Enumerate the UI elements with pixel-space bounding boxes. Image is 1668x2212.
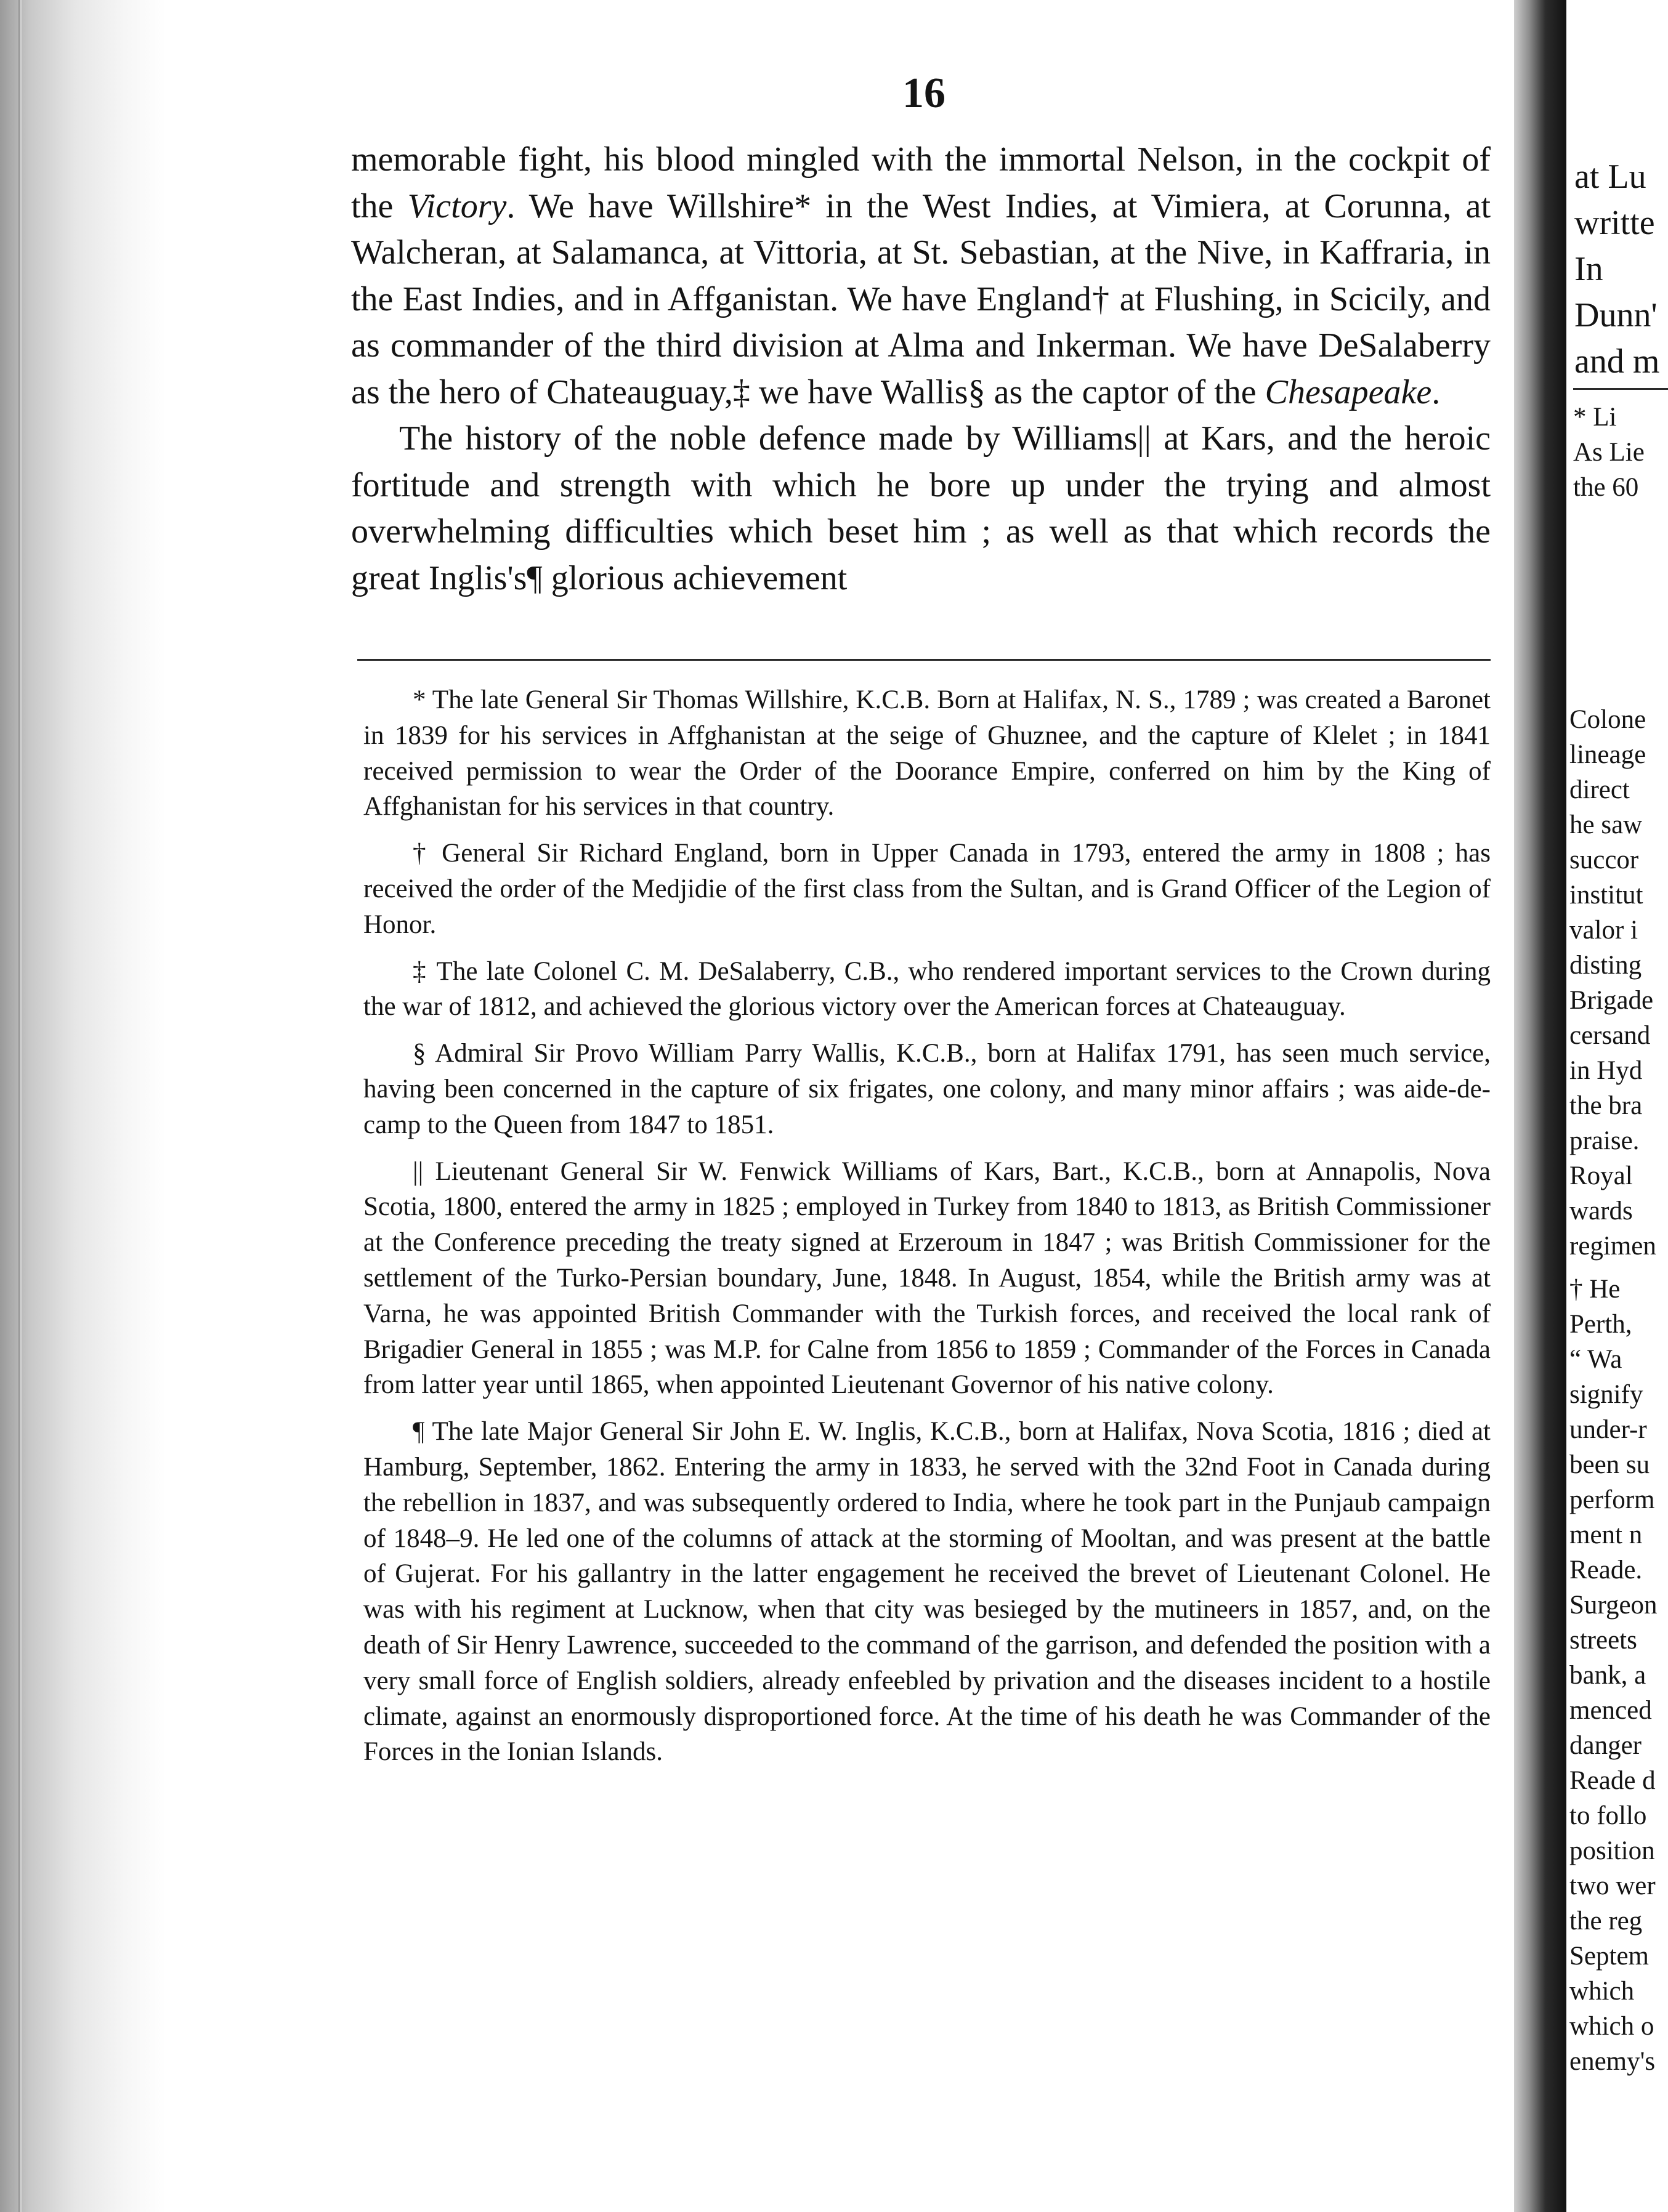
next-page-footnote-line: Septem — [1569, 1942, 1649, 1971]
page-gutter — [1514, 0, 1566, 2212]
next-page-footnote-line: danger — [1569, 1731, 1642, 1760]
ship-name-victory: Victory — [407, 187, 507, 225]
next-page-footnote-line: two wer — [1569, 1871, 1656, 1900]
footnote-wallis: § Admiral Sir Provo William Parry Wallis, K.C.B., born at Halifax 1791, has seen much service, having been concerned in the capture of six frigates, one colony, and many minor affairs ; was aide-de-camp to the Queen from 1847 to 1851. — [363, 1039, 1491, 1139]
next-page-footnote-line: praise. — [1569, 1126, 1640, 1155]
next-page-line: writte — [1574, 204, 1655, 242]
next-page-footnote-line: Perth, — [1569, 1310, 1632, 1339]
next-page-main-lines — [1574, 154, 1659, 385]
next-page-footnote-line: As Lie — [1573, 438, 1645, 467]
next-page-footnote-line: the bra — [1569, 1091, 1643, 1120]
next-page-footnote-line: position — [1569, 1836, 1655, 1865]
next-page-footnote-line: menced — [1569, 1696, 1652, 1725]
next-page-footnote-line: enemy's — [1569, 2047, 1656, 2076]
next-page-footnote-line: streets — [1569, 1626, 1637, 1655]
next-page-footnote-lines-2 — [1569, 702, 1656, 1264]
next-page-footnote-line: direct — [1569, 775, 1630, 804]
next-page-divider — [1573, 388, 1668, 390]
next-page-footnote-line: * Li — [1573, 403, 1617, 432]
next-page-footnote-line: “ Wa — [1569, 1345, 1622, 1374]
paragraph-2: The history of the noble defence made by Williams|| at Kars, and the heroic fortitude and strength with which he bore up under the trying and almost overwhelming difficulties which beset him ; as well as that which records the great Inglis's¶ glorious achievement — [351, 419, 1491, 597]
next-page-footnote-line: Reade. — [1569, 1556, 1643, 1584]
next-page-footnote-line: perform — [1569, 1485, 1655, 1514]
next-page-footnote-line: institut — [1569, 881, 1643, 910]
footnotes — [363, 682, 1491, 1781]
next-page-footnote-line: the reg — [1569, 1907, 1643, 1936]
next-page-footnote-line: in Hyd — [1569, 1056, 1643, 1085]
next-page-footnote-line: † He — [1569, 1275, 1621, 1304]
next-page-footnote-line: lineage — [1569, 740, 1646, 769]
next-page-line: In — [1574, 250, 1603, 288]
paragraph-1-text-b: . We have Willshire* in the West Indies, at Vimiera, at Corunna, at Walcheran, at Salamanca, at Vittoria, at St. Sebastian, at the Nive, in Kaffraria, in the East Indies, and in Affganistan. We have England† at Flushing, in Scicily, and as commander of the third division at Alma and Inkerman. We have DeSalaberry as the hero of Chateauguay,‡ we have Wallis§ as the captor of the — [351, 187, 1491, 411]
next-page-footnote-line: been su — [1569, 1450, 1650, 1479]
next-page-footnote-line: signify — [1569, 1380, 1643, 1409]
next-page-footnote-line: ment n — [1569, 1520, 1643, 1549]
next-page-footnote-line: Brigade — [1569, 986, 1654, 1015]
paragraph-1-text-c: . — [1431, 373, 1441, 411]
next-page-line: at Lu — [1574, 158, 1646, 196]
paragraph-1-text-a: memorable fight, his blood mingled with the immortal Nelson, in the cockpit of the — [351, 140, 1491, 225]
next-page-footnote-line: the 60 — [1573, 473, 1639, 502]
next-page-footnote-line: under-r — [1569, 1415, 1647, 1444]
paragraph-1 — [351, 137, 1491, 416]
footnote-inglis: ¶ The late Major General Sir John E. W. Inglis, K.C.B., born at Halifax, Nova Scotia, 1816 ; died at Hamburg, September, 1862. Entering the army in 1833, he served with the 32nd Foot in Canada during the rebellion in 1837, and was subsequently ordered to India, where he took part in the Punjaub campaign of 1848–9. He led one of the columns of attack at the storming of Mooltan, and was present at the battle of Gujerat. For his gallantry in the latter engagement he received the brevet of Lieutenant Colonel. He was with his regiment at Lucknow, when that city was besieged by the mutineers in 1857, and, on the death of Sir Henry Lawrence, succeeded to the command of the garrison, and defended the position with a very small force of English soldiers, already enfeebled by privation and the diseases incident to a hostile climate, against an enormously disproportioned force. At the time of his death he was Commander of the Forces in the Ionian Islands. — [363, 1417, 1491, 1767]
main-body-text — [351, 137, 1491, 602]
next-page-footnote-line: Royal — [1569, 1161, 1633, 1190]
next-page-line: Dunn' — [1574, 296, 1658, 334]
footnote-williams: || Lieutenant General Sir W. Fenwick Williams of Kars, Bart., K.C.B., born at Annapolis, Nova Scotia, 1800, entered the army in 1825 ; employed in Turkey from 1840 to 1813, as British Commissioner at the Conference preceding the treaty signed at Erzeroum in 1847 ; was British Commissioner for the settlement of the Turko-Persian boundary, June, 1848. In August, 1854, while the British army was at Varna, he was appointed British Commander with the Turkish forces, and received the local rank of Brigadier General in 1855 ; was M.P. for Calne from 1856 to 1859 ; Commander of the Forces in Canada from latter year until 1865, when appointed Lieutenant Governor of his native colony. — [363, 1156, 1491, 1400]
next-page-footnote-line: Reade d — [1569, 1766, 1656, 1795]
next-page-footnote-line: Colone — [1569, 705, 1646, 734]
next-page-footnote-line: valor i — [1569, 916, 1638, 945]
next-page-fragment — [1569, 0, 1668, 2212]
next-page-footnote-line: succor — [1569, 846, 1639, 874]
next-page-footnote-line: to follo — [1569, 1801, 1647, 1830]
next-page-footnote-line: Surgeon — [1569, 1591, 1658, 1620]
footnote-divider — [357, 659, 1491, 661]
next-page-footnote-line: he saw — [1569, 810, 1643, 839]
next-page-footnote-lines-3 — [1569, 1272, 1658, 2079]
next-page-footnote-line: cersand — [1569, 1021, 1651, 1050]
next-page-footnote-line: which o — [1569, 2012, 1654, 2041]
page-number: 16 — [902, 70, 945, 117]
footnote-desalaberry: ‡ The late Colonel C. M. DeSalaberry, C.B., who rendered important services to the Crown during the war of 1812, and achieved the glorious victory over the American forces at Chateauguay. — [363, 956, 1491, 1022]
left-page — [345, 0, 1503, 2212]
next-page-footnote-line: regimen — [1569, 1232, 1656, 1261]
next-page-line: and m — [1574, 342, 1660, 381]
book-binding-edge — [0, 0, 166, 2212]
next-page-footnote-line: which — [1569, 1977, 1635, 2006]
next-page-footnote-lines-1 — [1573, 400, 1645, 506]
footnote-england: † General Sir Richard England, born in Upper Canada in 1793, entered the army in 1808 ; has received the order of the Medjidie of the first class from the Sultan, and is Grand Officer of the Legion of Honor. — [363, 839, 1491, 939]
footnote-willshire: * The late General Sir Thomas Willshire, K.C.B. Born at Halifax, N. S., 1789 ; was created a Baronet in 1839 for his services in Affghanistan at the seige of Ghuznee, and the capture of Klelet ; in 1841 received permission to wear the Order of the Doorance Empire, conferred on him by the King of Affghanistan for his services in that country. — [363, 685, 1491, 821]
next-page-footnote-line: disting — [1569, 951, 1642, 980]
next-page-footnote-line: bank, a — [1569, 1661, 1646, 1690]
next-page-footnote-line: wards — [1569, 1197, 1633, 1225]
ship-name-chesapeake: Chesapeake — [1265, 373, 1432, 411]
